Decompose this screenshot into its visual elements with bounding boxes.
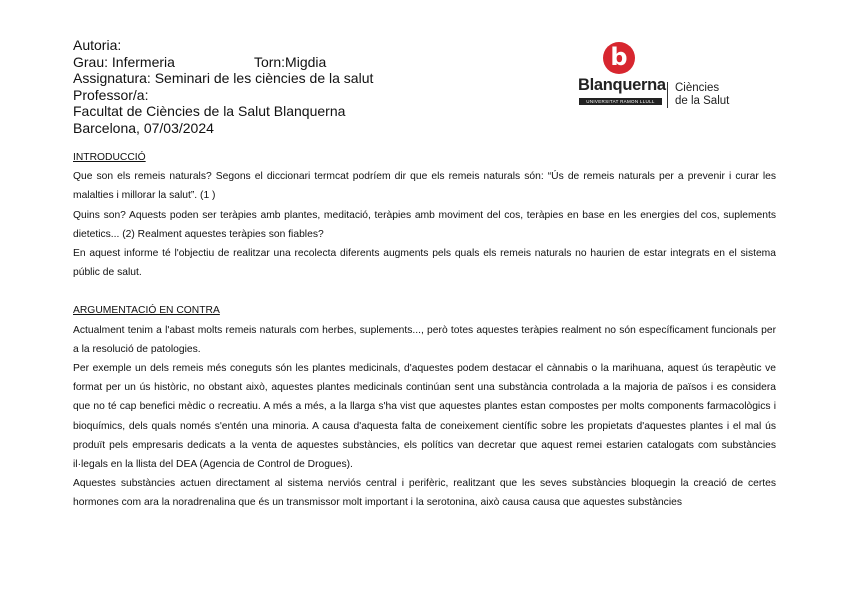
date-line: Barcelona, 07/03/2024 [73, 119, 214, 136]
intro-heading: INTRODUCCIÓ [73, 152, 146, 163]
section-gap [73, 282, 776, 301]
blanquerna-logo [578, 42, 738, 112]
autoria-line: Autoria: [73, 37, 122, 53]
intro-paragraph-3: En aquest informe té l'objectiu de realitzar una recolecta diferents augments pels quals els remeis naturals no haurien de estar integrats en el sistema públic de salut. [73, 248, 776, 279]
professor-line: Professor/a: [73, 86, 149, 103]
torn-text: Torn:Migdia [253, 53, 327, 70]
document-body [73, 148, 776, 513]
grau-torn-line [73, 54, 373, 71]
logo-subtitle: UNIVERSITAT RAMON LLULL [579, 98, 662, 105]
logo-wordmark: Blanquerna [578, 76, 666, 94]
logo-right-line2: de la Salut [675, 95, 730, 107]
intro-paragraph-1: Que son els remeis naturals? Segons el diccionari termcat podríem dir que els remeis naturals són: “Ús de remeis naturals per a prevenir i curar les malalties i millorar la salut”. (1 ) [73, 171, 776, 202]
contra-paragraph-2: Per exemple un dels remeis més coneguts són les plantes medicinals, d'aquestes podem destacar el cànnabis o la marihuana, aquest ús terapèutic ve format per un ús històric, no obstant això, aquestes plantes medicinals continúan sent una substància controlada a la majoria de països i es considera que no té cap benefici mèdic o recreatiu. A més a més, a la llarga s'ha vist que aquestes plantes estan compostes per molts components farmacològics i bioquímics, dels quals només s'entén una minoria. A causa d'aquesta falta de coneixement científic sobre les propietats d'aquestes plantes i el mal ús produït pels empresaris dedicats a la venta de aquestes substàncies, els polítics van decretar que aquest remei estarien catalogats com substàncies il·legals en la llista del DEA (Agencia de Control de Drogues). [73, 363, 776, 471]
contra-heading: ARGUMENTACIÓ EN CONTRA [73, 305, 220, 317]
logo-mark-icon: b [603, 42, 635, 74]
logo-right-line1: Ciències [675, 82, 720, 94]
document-header [73, 37, 373, 136]
logo-divider [667, 82, 668, 108]
grau-text: Grau: Infermeria [73, 53, 175, 70]
intro-paragraph-2: Quins son? Aquests poden ser teràpies amb plantes, meditació, teràpies amb moviment del cos, teràpies en base en les energies del cos, suplements dietetics... (2) Realment aquestes teràpies son fiables? [73, 209, 776, 240]
contra-paragraph-1: Actualment tenim a l'abast molts remeis naturals com herbes, suplements..., però totes aquestes teràpies realment no són específicament funcionals per a la resolució de patologies. [73, 324, 776, 355]
facultat-line: Facultat de Ciències de la Salut Blanquerna [73, 103, 346, 119]
assignatura-line: Assignatura: Seminari de les ciències de la salut [73, 70, 374, 86]
logo-faculty-text [675, 82, 729, 108]
contra-paragraph-3: Aquestes substàncies actuen directament al sistema nerviós central i perifèric, realitzant que les seves substàncies bloquegin la creació de certes hormones com ara la noradrenalina que és un transmissor molt important i la serotonina, això causa causa que aquestes substàncies [73, 478, 776, 509]
